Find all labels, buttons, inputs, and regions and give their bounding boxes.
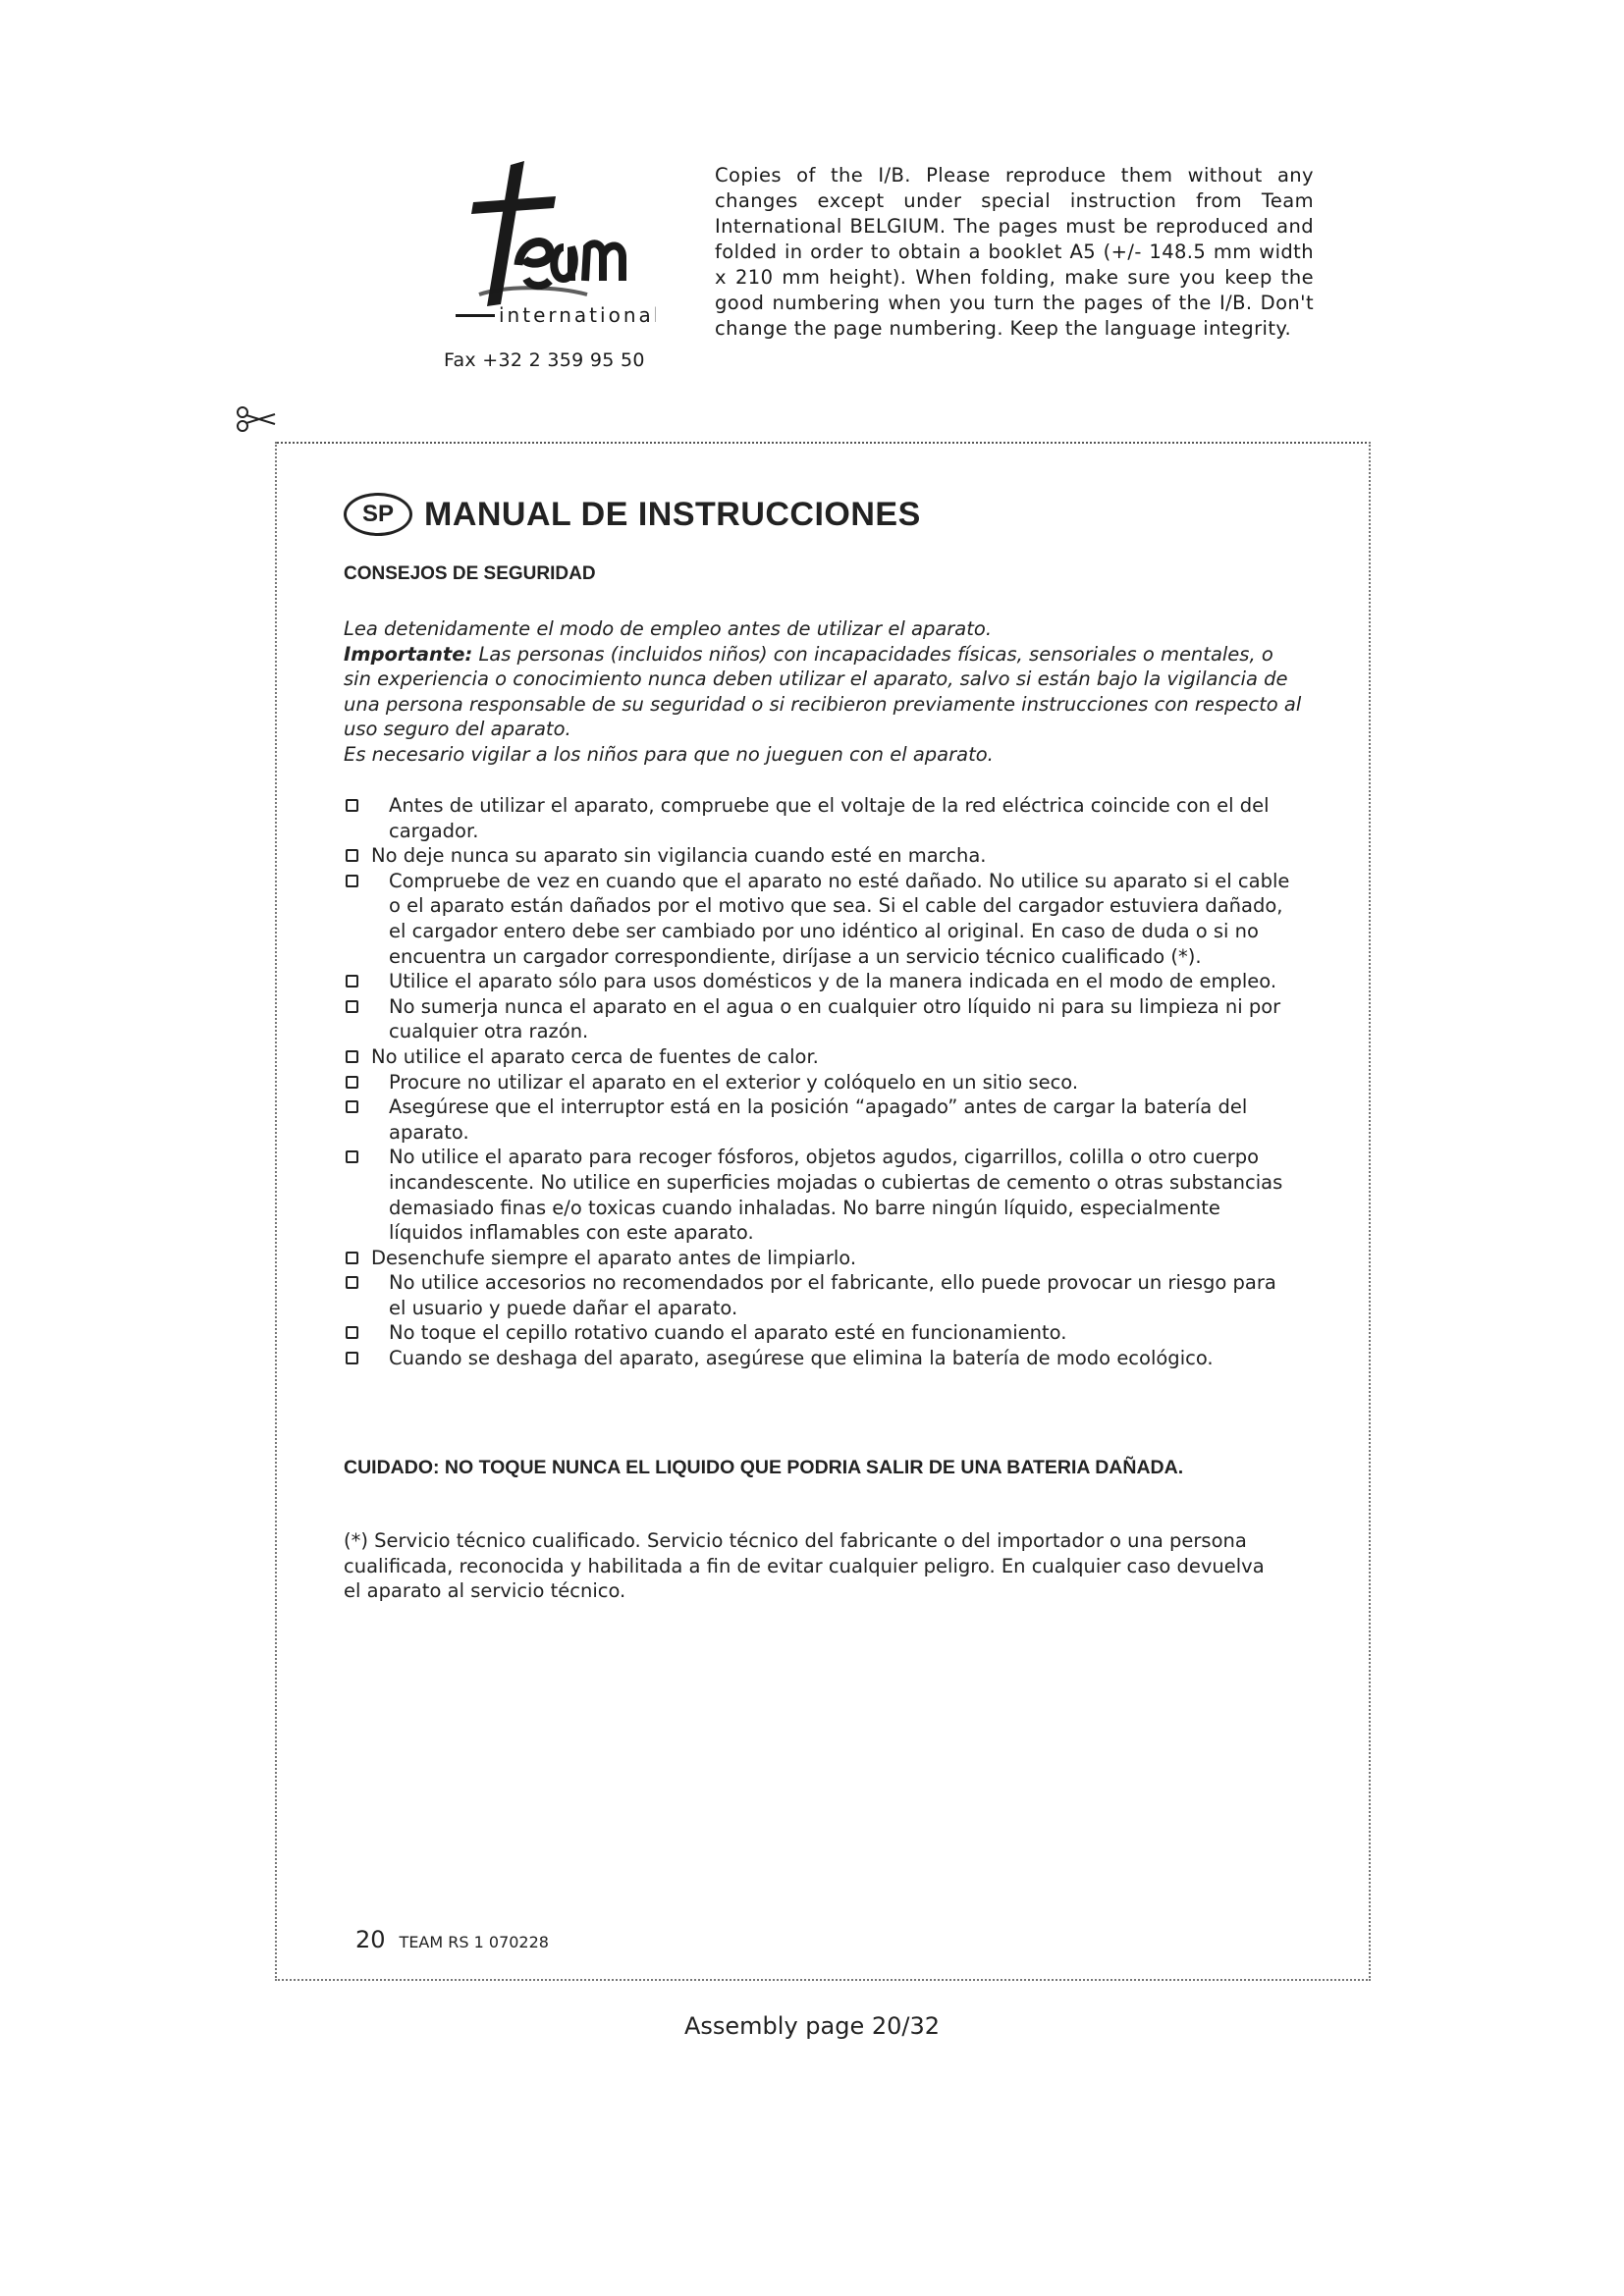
safety-list xyxy=(344,793,1296,1371)
list-item: Desenchufe siempre el aparato antes de limpiarlo. xyxy=(344,1246,1296,1271)
list-item: No toque el cepillo rotativo cuando el aparato esté en funcionamiento. xyxy=(344,1320,1296,1346)
list-item: No utilice accesorios no recomendados por el fabricante, ello puede provocar un riesgo para el usuario y puede dañar el aparato. xyxy=(344,1270,1296,1320)
list-item: Asegúrese que el interruptor está en la posición “apagado” antes de cargar la batería del aparato. xyxy=(344,1095,1296,1145)
safety-intro xyxy=(344,616,1306,768)
page-footer xyxy=(355,1926,549,1953)
intro-line: Es necesario vigilar a los niños para que no jueguen con el aparato. xyxy=(344,742,994,766)
checkbox-icon xyxy=(346,875,358,887)
checkbox-icon xyxy=(346,1100,358,1113)
fax-number: Fax +32 2 359 95 50 xyxy=(444,349,645,371)
list-item: Antes de utilizar el aparato, compruebe que el voltaje de la red eléctrica coincide con el del cargador. xyxy=(344,793,1296,843)
list-item: No sumerja nunca el aparato en el agua o en cualquier otro líquido ni para su limpieza ni por cualquier otra razón. xyxy=(344,994,1296,1044)
assembly-page-label: Assembly page 20/32 xyxy=(683,2012,941,2040)
list-item: Compruebe de vez en cuando que el aparato no esté dañado. No utilice su aparato si el cable o el aparato están dañados por el motivo que sea. Si el cable del cargador estuviera dañado, el cargador entero debe ser cambiado por uno idéntico al original. En caso de duda o si no encuentra un cargador correspondiente, diríjase a un servicio técnico cualificado (*). xyxy=(344,869,1296,969)
checkbox-icon xyxy=(346,975,358,988)
assembly-instructions: Copies of the I/B. Please reproduce them without any changes except under special instruction from Team International BELGIUM. The pages must be reproduced and folded in order to obtain a booklet A5 (+/- 148.5 mm width x 210 mm height). When folding, make sure you keep the good numbering when you turn the pages of the I/B. Don't change the page numbering. Keep the language integrity. xyxy=(715,164,1314,340)
important-text: Las personas (incluidos niños) con incapacidades físicas, sensoriales o mentales, o sin experiencia o conocimiento nunca deben utilizar el aparato, salvo si están bajo la vigilancia de una persona responsable de su seguridad o si recibieron previamente instrucciones con respecto al uso seguro del aparato. xyxy=(344,642,1302,741)
important-label: Importante: xyxy=(344,642,473,666)
list-item: Utilice el aparato sólo para usos domésticos y de la manera indicada en el modo de empleo. xyxy=(344,969,1296,994)
svg-text:international: international xyxy=(499,303,656,327)
checkbox-icon xyxy=(346,799,358,812)
section-heading: CONSEJOS DE SEGURIDAD xyxy=(344,563,596,584)
checkbox-icon xyxy=(346,1252,358,1264)
team-international-logo-icon xyxy=(440,157,656,334)
service-footnote: (*) Servicio técnico cualificado. Servicio técnico del fabricante o del importador o una persona cualificada, reconocida y habilitada a fin de evitar cualquier peligro. En cualquier caso devuelva el aparato al servicio técnico. xyxy=(344,1529,1265,1603)
checkbox-icon xyxy=(346,1352,358,1364)
checkbox-icon xyxy=(346,1050,358,1063)
checkbox-icon xyxy=(346,1000,358,1013)
checkbox-icon xyxy=(346,849,358,862)
checkbox-icon xyxy=(346,1150,358,1163)
manual-title: MANUAL DE INSTRUCCIONES xyxy=(424,495,921,533)
list-item: No utilice el aparato para recoger fósforos, objetos agudos, cigarrillos, colilla o otro cuerpo incandescente. No utilice en superficies mojadas o cubiertas de cemento o otras substancias demasiado finas e/o toxicas cuando inhaladas. No barre ningún líquido, especialmente líquidos inflamables con este aparato. xyxy=(344,1145,1296,1245)
intro-line: Lea detenidamente el modo de empleo antes de utilizar el aparato. xyxy=(344,617,993,640)
list-item: Cuando se deshaga del aparato, asegúrese que elimina la batería de modo ecológico. xyxy=(344,1346,1296,1371)
manual-title-row xyxy=(344,493,921,536)
battery-warning: CUIDADO: NO TOQUE NUNCA EL LIQUIDO QUE PODRIA SALIR DE UNA BATERIA DAÑADA. xyxy=(344,1457,1184,1478)
list-item: No deje nunca su aparato sin vigilancia cuando esté en marcha. xyxy=(344,843,1296,869)
list-item: No utilice el aparato cerca de fuentes de calor. xyxy=(344,1044,1296,1070)
intro-important xyxy=(344,642,1306,742)
list-item: Procure no utilizar el aparato en el exterior y colóquelo en un sitio seco. xyxy=(344,1070,1296,1095)
page-number: 20 xyxy=(355,1926,386,1953)
checkbox-icon xyxy=(346,1276,358,1289)
scissors-icon xyxy=(236,404,277,434)
checkbox-icon xyxy=(346,1326,358,1339)
checkbox-icon xyxy=(346,1076,358,1089)
language-badge: SP xyxy=(344,493,412,536)
model-code: TEAM RS 1 070228 xyxy=(399,1933,549,1951)
